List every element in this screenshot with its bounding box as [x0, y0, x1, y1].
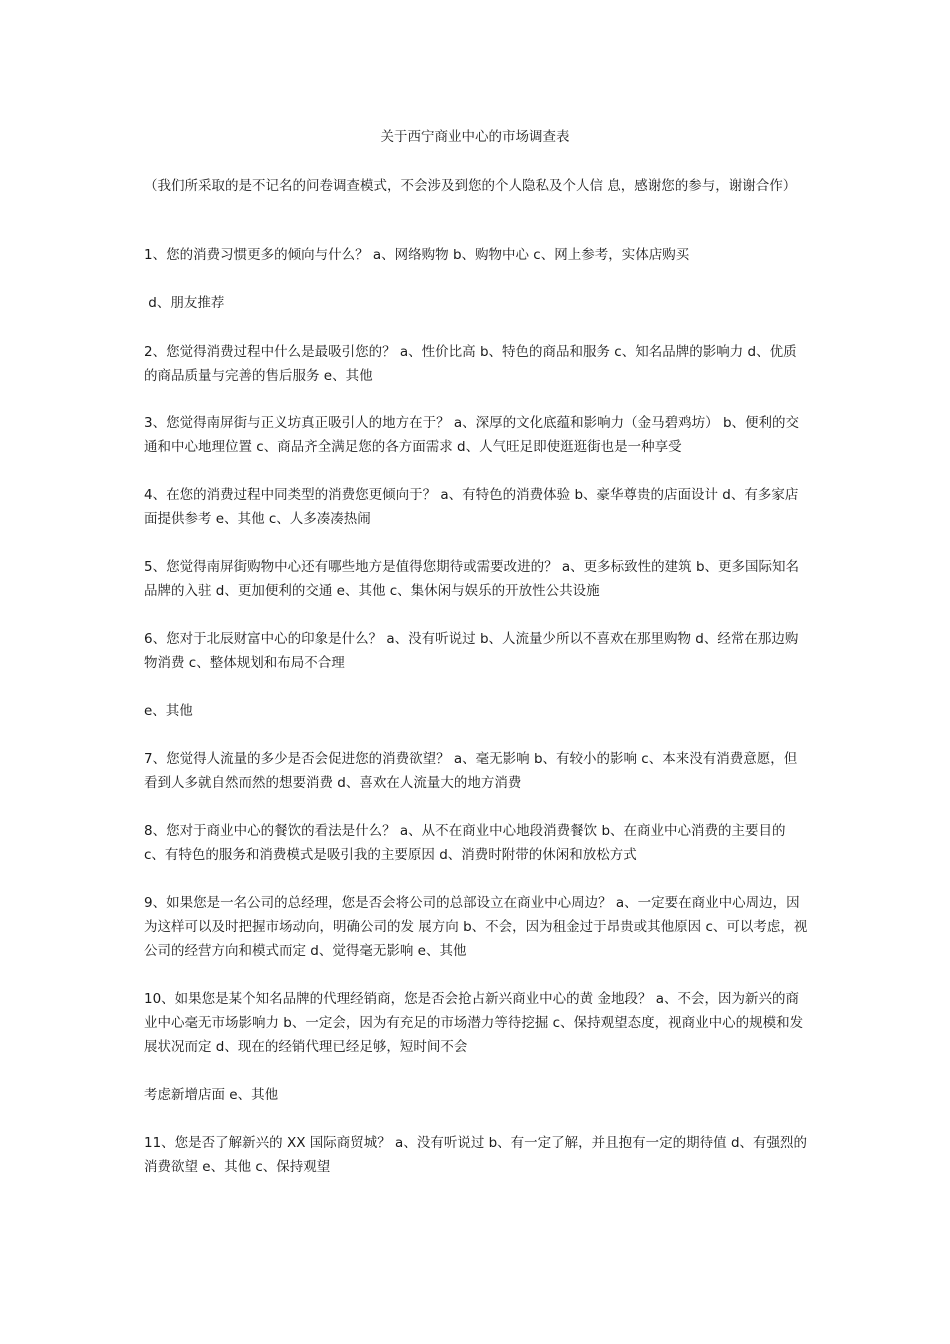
question-9: 9、如果您是一名公司的总经理，您是否会将公司的总部设立在商业中心周边？ a、一定要在商业中心周边，因为这样可以及时把握市场动向，明确公司的发 展方向 b、不会，因为租金过于昂贵或其他原因 c、可以考虑，视公司的经营方向和模式而定 d、觉得毫无影响 e、其他 — [144, 895, 808, 959]
question-10-continued: 考虑新增店面 e、其他 — [144, 1087, 279, 1103]
question-4: 4、在您的消费过程中同类型的消费您更倾向于？ a、有特色的消费体验 b、豪华尊贵的店面设计 d、有多家店面提供参考 e、其他 c、人多凑凑热闹 — [144, 487, 799, 527]
document-title: 关于西宁商业中心的市场调查表 — [380, 129, 570, 145]
question-7: 7、您觉得人流量的多少是否会促进您的消费欲望？ a、毫无影响 b、有较小的影响 c、本来没有消费意愿，但看到人多就自然而然的想要消费 d、喜欢在人流量大的地方消费 — [144, 751, 798, 791]
question-8: 8、您对于商业中心的餐饮的看法是什么？ a、从不在商业中心地段消费餐饮 b、在商业中心消费的主要目的 c、有特色的服务和消费模式是吸引我的主要原因 d、消费时附带的休闲和放松方式 — [144, 823, 790, 863]
question-10: 10、如果您是某个知名品牌的代理经销商，您是否会抢占新兴商业中心的黄 金地段？ a、不会，因为新兴的商业中心毫无市场影响力 b、一定会，因为有充足的市场潜力等待挖掘 c、保持观望态度，视商业中心的规模和发展状况而定 d、现在的经销代理已经足够，短时间不会 — [144, 991, 804, 1055]
intro-paragraph: （我们所采取的是不记名的问卷调查模式，不会涉及到您的个人隐私及个人信 息，感谢您的参与，谢谢合作） — [144, 178, 797, 194]
question-1-continued: d、朋友推荐 — [144, 295, 225, 311]
question-6-continued: e、其他 — [144, 703, 193, 719]
question-5: 5、您觉得南屏街购物中心还有哪些地方是值得您期待或需要改进的？ a、更多标致性的建筑 b、更多国际知名品牌的入驻 d、更加便利的交通 e、其他 c、集休闲与娱乐的开放性公共设施 — [144, 559, 800, 599]
question-11: 11、您是否了解新兴的 XX 国际商贸城？ a、没有听说过 b、有一定了解，并且抱有一定的期待值 d、有强烈的消费欲望 e、其他 c、保持观望 — [144, 1135, 808, 1175]
question-3: 3、您觉得南屏街与正义坊真正吸引人的地方在于？ a、深厚的文化底蕴和影响力（金马碧鸡坊） b、便利的交通和中心地理位置 c、商品齐全满足您的各方面需求 d、人气旺足即使逛逛街也是一种享受 — [144, 415, 800, 455]
question-6: 6、您对于北辰财富中心的印象是什么？ a、没有听说过 b、人流量少所以不喜欢在那里购物 d、经常在那边购物消费 c、整体规划和布局不合理 — [144, 631, 799, 671]
question-1: 1、您的消费习惯更多的倾向与什么？ a、网络购物 b、购物中心 c、网上参考，实体店购买 — [144, 247, 690, 263]
question-2: 2、您觉得消费过程中什么是最吸引您的？ a、性价比高 b、特色的商品和服务 c、知名品牌的影响力 d、优质的商品质量与完善的售后服务 e、其他 — [144, 344, 797, 384]
